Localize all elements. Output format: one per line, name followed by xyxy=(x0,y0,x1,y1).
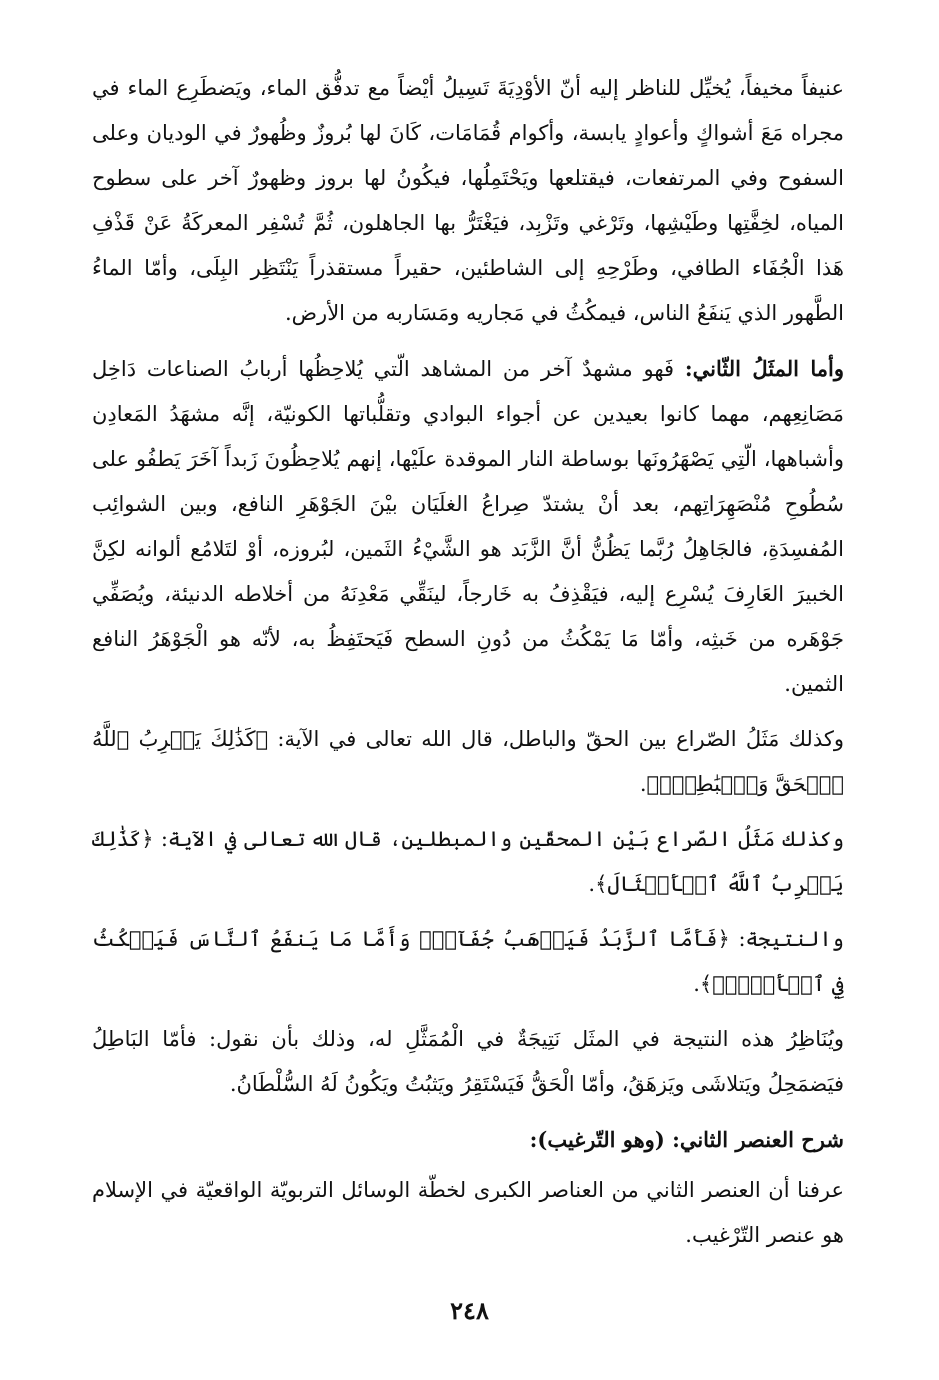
paragraph-6-text: ويُنَاظِرُ هذه النتيجة في المثَل نَتِيجَةٌ في الْمُمَثَّلِ له، وذلك بأن نقول: فأمّا البَاطِلُ فيَضمَحِلُ ويَتلاشَى ويَزهَقُ، وأمّا الْحَقُّ فَيَسْتَقِرُ ويَثبُتُ ويَكُونُ لَهُ السُّلْطَانُ. xyxy=(92,1027,844,1096)
paragraph-3-end: . xyxy=(639,772,647,796)
paragraph-2 xyxy=(92,346,844,707)
paragraph-4-end: . xyxy=(588,872,596,896)
page-body xyxy=(92,66,844,1268)
paragraph-2-lead: وأما المثَلُ الثّاني: xyxy=(684,356,844,381)
section-heading: شرح العنصر الثاني: (وهو التّرغيب): xyxy=(529,1127,844,1152)
paragraph-1-text: عنيفاً مخيفاً، يُخيِّل للناظر إليه أنّ الأوْدِيَةَ تَسِيلُ أيْضاً مع تدفُّق الماء، ويَضطَرِع الماء في مجراه مَعَ أشواكٍ وأعوادٍ يابسة، وأكوام قُمَامَات، كَانَ لها بُروزٌ وظُهورٌ في الوديان وعلى السفوح وفي المرتفعات، فيقتلعها ويَحْتَمِلُها، فيكُونُ لها بروز وظهورٌ آخر على سطوح المياه، لخِفَّتِها وطَيْشِها، وتَرْغي وتَزْبِد، فيَغْتَرُّ بها الجاهلون، ثُمَّ تُسْفِر المعركَةُ عَنْ قَذْفِ هَذا الْجُفَاء الطافي، وطَرْحِهِ إلى الشاطئين، حقيراً مستقذراً يَنْتَظِر البِلَى، وأمّا الماءُ الطَّهور الذي يَنفَعُ الناس، فيمكُثُ في مَجاريه ومَسَاربه من الأرض. xyxy=(92,76,844,325)
quran-verse-2: ﴿كَذَٰلِكَ يَضۡرِبُ ٱللَّهُ ٱلۡأَمۡثَالَ﴾ xyxy=(92,827,844,896)
paragraph-7 xyxy=(92,1168,844,1258)
paragraph-4 xyxy=(92,817,844,907)
paragraph-3-text: وكذلك مَثَلُ الصّراع بين الحقّ والباطل، قال الله تعالى في الآية: xyxy=(268,727,844,751)
paragraph-7-text: عرفنا أن العنصر الثاني من العناصر الكبرى لخطّة الوسائل التربويّة الواقعيّة في الإسلام هو عنصر التّرْغيب. xyxy=(92,1178,844,1247)
paragraph-5-end: . xyxy=(693,972,700,996)
paragraph-5-text: والنتيجة: xyxy=(729,927,844,951)
paragraph-6 xyxy=(92,1017,844,1107)
paragraph-4-text: وكذلك مَثَلُ الصّراع بَيْن المحقّين والمبطلين، قال الله تعالى في الآية: xyxy=(153,827,844,851)
page-number: ٢٤٨ xyxy=(450,1296,489,1325)
quran-verse-1: ﴿كَذَٰلِكَ يَضۡرِبُ ٱللَّهُ ٱلۡحَقَّ وَٱلۡبَٰطِلَۚ﴾ xyxy=(92,727,844,796)
paragraph-3 xyxy=(92,717,844,807)
paragraph-5 xyxy=(92,917,844,1007)
quran-verse-3: ﴿فَأَمَّا ٱلزَّبَدُ فَيَذۡهَبُ جُفَآءٗۖ وَأَمَّا مَا يَنفَعُ ٱلنَّاسَ فَيَمۡكُثُ فِي ٱلۡأَرۡضِۚ﴾ xyxy=(92,927,844,996)
paragraph-1 xyxy=(92,66,844,336)
paragraph-2-text: فَهو مشهدٌ آخر من المشاهد الّتي يُلاحِظُها أربابُ الصناعات دَاخِل مَصَانِعِهم، مهما كانوا بعيدين عن أجواء البوادي وتقلُّباتها الكونيّة، إنَّه مشهَدُ المَعادِن وأشباهها، الّتِي يَصْهَرُونَها بوساطة النار الموقدة علَيْها، إنهم يُلاحِظُونَ زَبداً آخَرَ يَطفُو على سُطُوحِ مُنْصَهِرَاتِهم، بعد أنْ يشتدّ صِراعُ الغلَيَان بيْنَ الجَوْهَرِ النافع، وبين الشوائِب المُفسِدَةِ، فالجَاهِلُ رُبَّما يَظُنُّ أنَّ الزَّبَد هو الشَّيْءُ الثَمين، لبُروزه، أوْ لتَلامُع ألوانه لكِنَّ الخبيرَ العَارِفَ يُسْرِع إليه، فيَقْذِفُ به خَارجاً، لينَقِّي مَعْدِنَهُ من أخلاطه الدنيئة، ويُصَفِّي جَوْهَره من خَبثِه، وأمّا مَا يَمْكُثُ من دُونِ السطح فَيَحتَفِظُ به، لأنّه هو الْجَوْهَرُ النافع الثمين. xyxy=(92,357,844,696)
